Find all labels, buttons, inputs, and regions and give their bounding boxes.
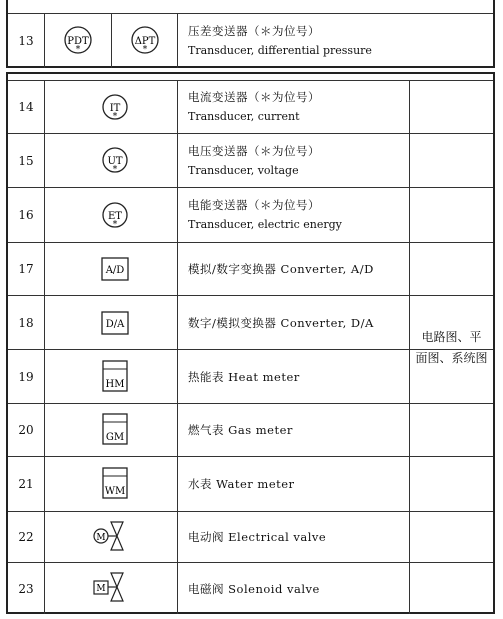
row-number: 19	[8, 350, 45, 403]
it-symbol-icon	[45, 81, 178, 134]
row-number: 22	[8, 512, 45, 562]
symbol-label: D/A	[105, 319, 125, 330]
description	[178, 81, 410, 133]
symbol-cell	[45, 512, 178, 562]
symbol-cell	[45, 457, 178, 511]
water-meter-icon	[45, 457, 178, 512]
upper-table	[6, 0, 495, 68]
category-cell	[410, 80, 493, 615]
description-en: Transducer, current	[188, 110, 300, 123]
symbol-cell	[45, 404, 178, 456]
pdt-symbol-icon	[45, 14, 112, 69]
description-cn: 电压变送器（＊为位号）	[188, 143, 320, 158]
symbol-label: UT	[107, 156, 123, 167]
description-text: 电磁阀 Solenoid valve	[188, 581, 320, 596]
row-number: 23	[8, 563, 45, 614]
tag-mark: *	[75, 45, 81, 55]
description-text: 热能表 Heat meter	[188, 369, 300, 384]
symbol-cell	[45, 188, 178, 242]
symbol-label: IT	[109, 103, 121, 114]
symbol-cell-a	[45, 14, 112, 68]
symbol-cell	[45, 243, 178, 295]
description	[178, 512, 410, 562]
description	[178, 188, 410, 242]
row-number: 14	[8, 81, 45, 133]
delta-pt-symbol-icon	[112, 14, 178, 69]
solenoid-valve-icon	[45, 563, 178, 615]
row-number: 17	[8, 243, 45, 295]
description-en: Transducer, electric energy	[188, 218, 342, 231]
heat-meter-icon	[45, 350, 178, 404]
description	[178, 134, 410, 187]
symbol-label: HM	[105, 379, 125, 390]
symbol-label: GM	[105, 432, 125, 443]
row-number: 13	[8, 14, 45, 68]
description-text: 燃气表 Gas meter	[188, 423, 293, 437]
tag-mark: *	[112, 112, 118, 122]
row-number: 21	[8, 457, 45, 511]
symbol-label: ΔPT	[134, 36, 156, 47]
symbol-cell	[45, 81, 178, 133]
description	[178, 296, 410, 349]
da-converter-icon	[45, 296, 178, 350]
description-text: 电动阀 Electrical valve	[188, 530, 327, 544]
description-cn: 压差变送器（＊为位号）	[188, 24, 320, 38]
symbol-label: PDT	[67, 36, 89, 47]
description-text: 水表 Water meter	[188, 477, 295, 491]
symbol-cell-b	[112, 14, 178, 68]
symbol-label: ET	[108, 211, 122, 222]
row-number: 20	[8, 404, 45, 456]
row-number: 15	[8, 134, 45, 187]
gas-meter-icon	[45, 404, 178, 457]
table-row	[8, 13, 493, 68]
description	[178, 457, 410, 511]
row-number: 18	[8, 296, 45, 349]
category-line-1: 电路图、平	[421, 330, 482, 344]
symbol-cell	[45, 563, 178, 614]
tag-mark: *	[112, 165, 118, 175]
description	[178, 404, 410, 456]
description-text: 模拟/数字变换器 Converter, A/D	[188, 262, 374, 276]
electrical-valve-icon	[45, 512, 178, 563]
description	[178, 563, 410, 614]
symbol-cell	[45, 296, 178, 349]
et-symbol-icon	[45, 188, 178, 243]
symbol-label: A/D	[105, 265, 125, 276]
symbol-cell	[45, 134, 178, 187]
ad-converter-icon	[45, 243, 178, 296]
tag-mark: *	[112, 220, 118, 230]
description	[178, 243, 410, 295]
description	[178, 14, 410, 68]
description	[178, 350, 410, 403]
tag-mark: *	[142, 45, 148, 55]
row-number: 16	[8, 188, 45, 242]
ut-symbol-icon	[45, 134, 178, 188]
category-line-2: 面图、系统图	[415, 351, 488, 365]
description-en: Transducer, voltage	[188, 163, 299, 177]
main-table	[6, 72, 495, 614]
symbol-label: M	[96, 584, 106, 594]
description-cn: 电能变送器（＊为位号）	[188, 198, 320, 212]
symbol-cell	[45, 350, 178, 403]
description-cn: 电流变送器（＊为位号）	[188, 90, 320, 104]
description-text: 数字/模拟变换器 Converter, D/A	[188, 315, 374, 330]
description-en: Transducer, differential pressure	[188, 44, 372, 57]
symbol-label: WM	[104, 486, 126, 497]
symbol-label: M	[96, 533, 106, 543]
